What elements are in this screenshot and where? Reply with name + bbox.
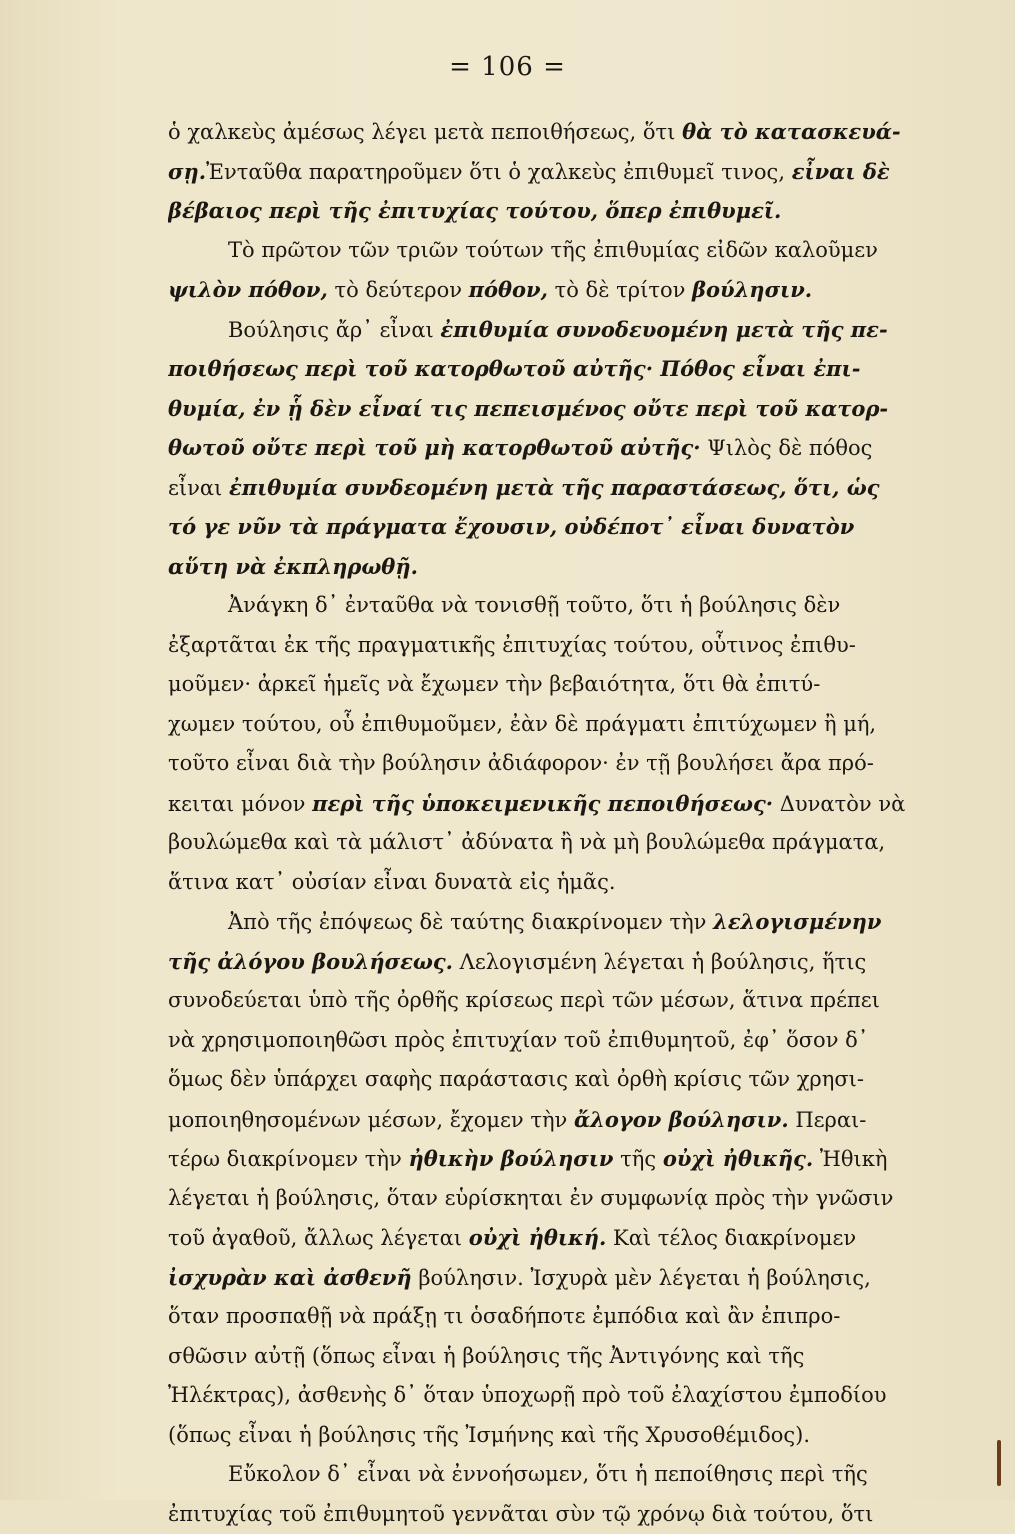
text-run: Περαι- (789, 1108, 867, 1132)
text-run: τοῦτο εἶναι διὰ τὴν βούλησιν ἀδιάφορον· ἐν τῇ βουλήσει ἄρα πρό- (168, 751, 874, 775)
text-line (168, 942, 980, 982)
text-line (168, 626, 980, 666)
text-run: ὅταν προσπαθῇ νὰ πράξῃ τι ὁσαδήποτε ἐμπόδια καὶ ἂν ἐπιπρο- (168, 1304, 840, 1328)
emphasized-text: βέβαιος περὶ τῆς ἐπιτυχίας τούτου, ὅπερ ἐπιθυμεῖ. (168, 198, 781, 223)
emphasized-text: θωτοῦ οὔτε περὶ τοῦ μὴ κατορθωτοῦ αὐτῆς· (168, 435, 701, 460)
text-line (168, 231, 980, 271)
text-run: ἅτινα κατ᾽ οὐσίαν εἶναι δυνατὰ εἰς ἡμᾶς. (168, 870, 616, 894)
text-run: βούλησιν. Ἰσχυρὰ μὲν λέγεται ἡ βούλησις, (412, 1266, 871, 1290)
text-line (168, 665, 980, 705)
text-line (168, 1100, 980, 1140)
text-run: ὅμως δὲν ὑπάρχει σαφὴς παράστασις καὶ ὀρθὴ κρίσις τῶν χρησι- (168, 1067, 864, 1091)
text-run: συνοδεύεται ὑπὸ τῆς ὀρθῆς κρίσεως περὶ τῶν μέσων, ἅτινα πρέπει (168, 988, 880, 1012)
emphasized-text: θυμία, ἐν ᾗ δὲν εἶναί τις πεπεισμένος οὔτε περὶ τοῦ κατορ- (168, 396, 888, 421)
text-run: Εὔκολον δ᾽ εἶναι νὰ ἐννοήσωμεν, ὅτι ἡ πεποίθησις περὶ τῆς (228, 1462, 868, 1486)
text-run: κειται μόνον (168, 792, 312, 816)
text-run: Τὸ πρῶτον τῶν τριῶν τούτων τῆς ἐπιθυμίας εἰδῶν καλοῦμεν (228, 238, 878, 262)
text-run: βουλώμεθα καὶ τὰ μάλιστ᾽ ἀδύνατα ἢ νὰ μὴ βουλώμεθα πράγματα, (168, 830, 885, 854)
text-run: Ἀπὸ τῆς ἐπόψεως δὲ ταύτης διακρίνομεν τὴν (228, 910, 713, 934)
text-line (168, 191, 980, 231)
text-run: Ἠθικὴ (813, 1147, 887, 1171)
text-line (168, 1218, 980, 1258)
text-run: Ἠλέκτρας), ἀσθενὴς δ᾽ ὅταν ὑποχωρῇ πρὸ τοῦ ἐλαχίστου ἐμποδίου (168, 1383, 886, 1407)
emphasized-text: λελογισμένην (713, 909, 881, 934)
text-run: ἐξαρτᾶται ἐκ τῆς πραγματικῆς ἐπιτυχίας τούτου, οὗτινος ἐπιθυ- (168, 633, 856, 657)
text-line (168, 1179, 980, 1219)
text-line (168, 1337, 980, 1377)
text-run: νὰ χρησιμοποιηθῶσι πρὸς ἐπιτυχίαν τοῦ ἐπιθυμητοῦ, ἐφ᾽ ὅσον δ᾽ (168, 1028, 868, 1052)
emphasized-text: οὐχὶ ἠθικῆς. (663, 1146, 813, 1171)
text-run: χωμεν τούτου, οὗ ἐπιθυμοῦμεν, ἐὰν δὲ πράγματι ἐπιτύχωμεν ἢ μή, (168, 712, 876, 736)
emphasized-text: ποιθήσεως περὶ τοῦ κατορθωτοῦ αὐτῆς· Πόθος εἶναι ἐπι- (168, 356, 860, 381)
margin-mark (997, 1440, 1001, 1486)
text-line (168, 468, 980, 508)
text-line (168, 507, 980, 547)
text-run: Δυνατὸν νὰ (773, 792, 905, 816)
text-run: ἐπιτυχίας τοῦ ἐπιθυμητοῦ γεννᾶται σὺν τῷ χρόνῳ διὰ τούτου, ὅτι (168, 1502, 873, 1526)
text-line (168, 349, 980, 389)
text-line (168, 823, 980, 863)
text-run: Ἀνάγκη δ᾽ ἐνταῦθα νὰ τονισθῇ τοῦτο, ὅτι ἡ βούλησις δὲν (228, 593, 840, 617)
text-line (168, 1297, 980, 1337)
text-line (168, 1455, 980, 1495)
emphasized-text: βούλησιν. (692, 277, 812, 302)
emphasized-text: περὶ τῆς ὑποκειμενικῆς πεποιθήσεως· (312, 791, 773, 816)
emphasized-text: αὕτη νὰ ἐκπληρωθῇ. (168, 554, 418, 579)
text-line (168, 586, 980, 626)
body-text (168, 112, 980, 1534)
text-line (168, 784, 980, 824)
text-line (168, 1416, 980, 1456)
text-line (168, 981, 980, 1021)
emphasized-text: ἰσχυρὰν καὶ ἀσθενῆ (168, 1265, 412, 1290)
text-run: τὸ δεύτερον (328, 278, 469, 302)
text-run: Ψιλὸς δὲ πόθος (701, 436, 873, 460)
text-run: Βούλησις ἄρ᾽ εἶναι (228, 318, 440, 342)
emphasized-text: ἐπιθυμία συνοδευομένη μετὰ τῆς πε- (440, 317, 887, 342)
text-run: λέγεται ἡ βούλησις, ὅταν εὑρίσκηται ἐν συμφωνίᾳ πρὸς τὴν γνῶσιν (168, 1186, 893, 1210)
emphasized-text: ψιλὸν πόθον, (168, 277, 328, 302)
text-line (168, 389, 980, 429)
text-line (168, 112, 980, 152)
text-line (168, 1495, 980, 1534)
text-line (168, 744, 980, 784)
text-run: (ὅπως εἶναι ἡ βούλησις τῆς Ἰσμήνης καὶ τῆς Χρυσοθέμιδος). (168, 1423, 810, 1447)
text-run: μοποιηθησομένων μέσων, ἔχομεν τὴν (168, 1108, 574, 1132)
emphasized-text: οὐχὶ ἠθική. (469, 1225, 607, 1250)
text-line (168, 863, 980, 903)
text-line (168, 152, 980, 192)
text-run: τῆς (614, 1147, 663, 1171)
text-line (168, 1021, 980, 1061)
text-line (168, 1376, 980, 1416)
text-line (168, 1060, 980, 1100)
text-line (168, 1139, 980, 1179)
text-line (168, 902, 980, 942)
text-run: τοῦ ἀγαθοῦ, ἄλλως λέγεται (168, 1226, 469, 1250)
emphasized-text: τῆς ἀλόγου βουλήσεως. (168, 949, 453, 974)
text-run: τέρω διακρίνομεν τὴν (168, 1147, 408, 1171)
text-line (168, 428, 980, 468)
text-line (168, 705, 980, 745)
emphasized-text: ἄλογον βούλησιν. (574, 1107, 789, 1132)
emphasized-text: θὰ τὸ κατασκευά- (682, 119, 901, 144)
emphasized-text: σῃ. (168, 159, 206, 184)
emphasized-text: τό γε νῦν τὰ πράγματα ἔχουσιν, οὐδέποτ᾽ εἶναι δυνατὸν (168, 514, 854, 539)
text-run: ὁ χαλκεὺς ἀμέσως λέγει μετὰ πεποιθήσεως, ὅτι (168, 120, 682, 144)
text-run: Λελογισμένη λέγεται ἡ βούλησις, ἥτις (453, 950, 866, 974)
emphasized-text: εἶναι δὲ (792, 159, 890, 184)
text-run: Ἐνταῦθα παρατηροῦμεν ὅτι ὁ χαλκεὺς ἐπιθυμεῖ τινος, (206, 160, 792, 184)
emphasized-text: πόθον, (469, 277, 548, 302)
text-line (168, 547, 980, 587)
text-line (168, 270, 980, 310)
text-run: Καὶ τέλος διακρίνομεν (606, 1226, 856, 1250)
page-number: = 106 = (0, 52, 1015, 82)
text-run: τὸ δὲ τρίτον (548, 278, 692, 302)
text-run: μοῦμεν· ἀρκεῖ ἡμεῖς νὰ ἔχωμεν τὴν βεβαιότητα, ὅτι θὰ ἐπιτύ- (168, 672, 820, 696)
text-run: σθῶσιν αὐτῇ (ὅπως εἶναι ἡ βούλησις τῆς Ἀντιγόνης καὶ τῆς (168, 1344, 804, 1368)
text-line (168, 1258, 980, 1298)
text-line (168, 310, 980, 350)
emphasized-text: ἐπιθυμία συνδεομένη μετὰ τῆς παραστάσεως, ὅτι, ὡς (229, 475, 880, 500)
text-run: εἶναι (168, 476, 229, 500)
emphasized-text: ἠθικὴν βούλησιν (408, 1146, 613, 1171)
